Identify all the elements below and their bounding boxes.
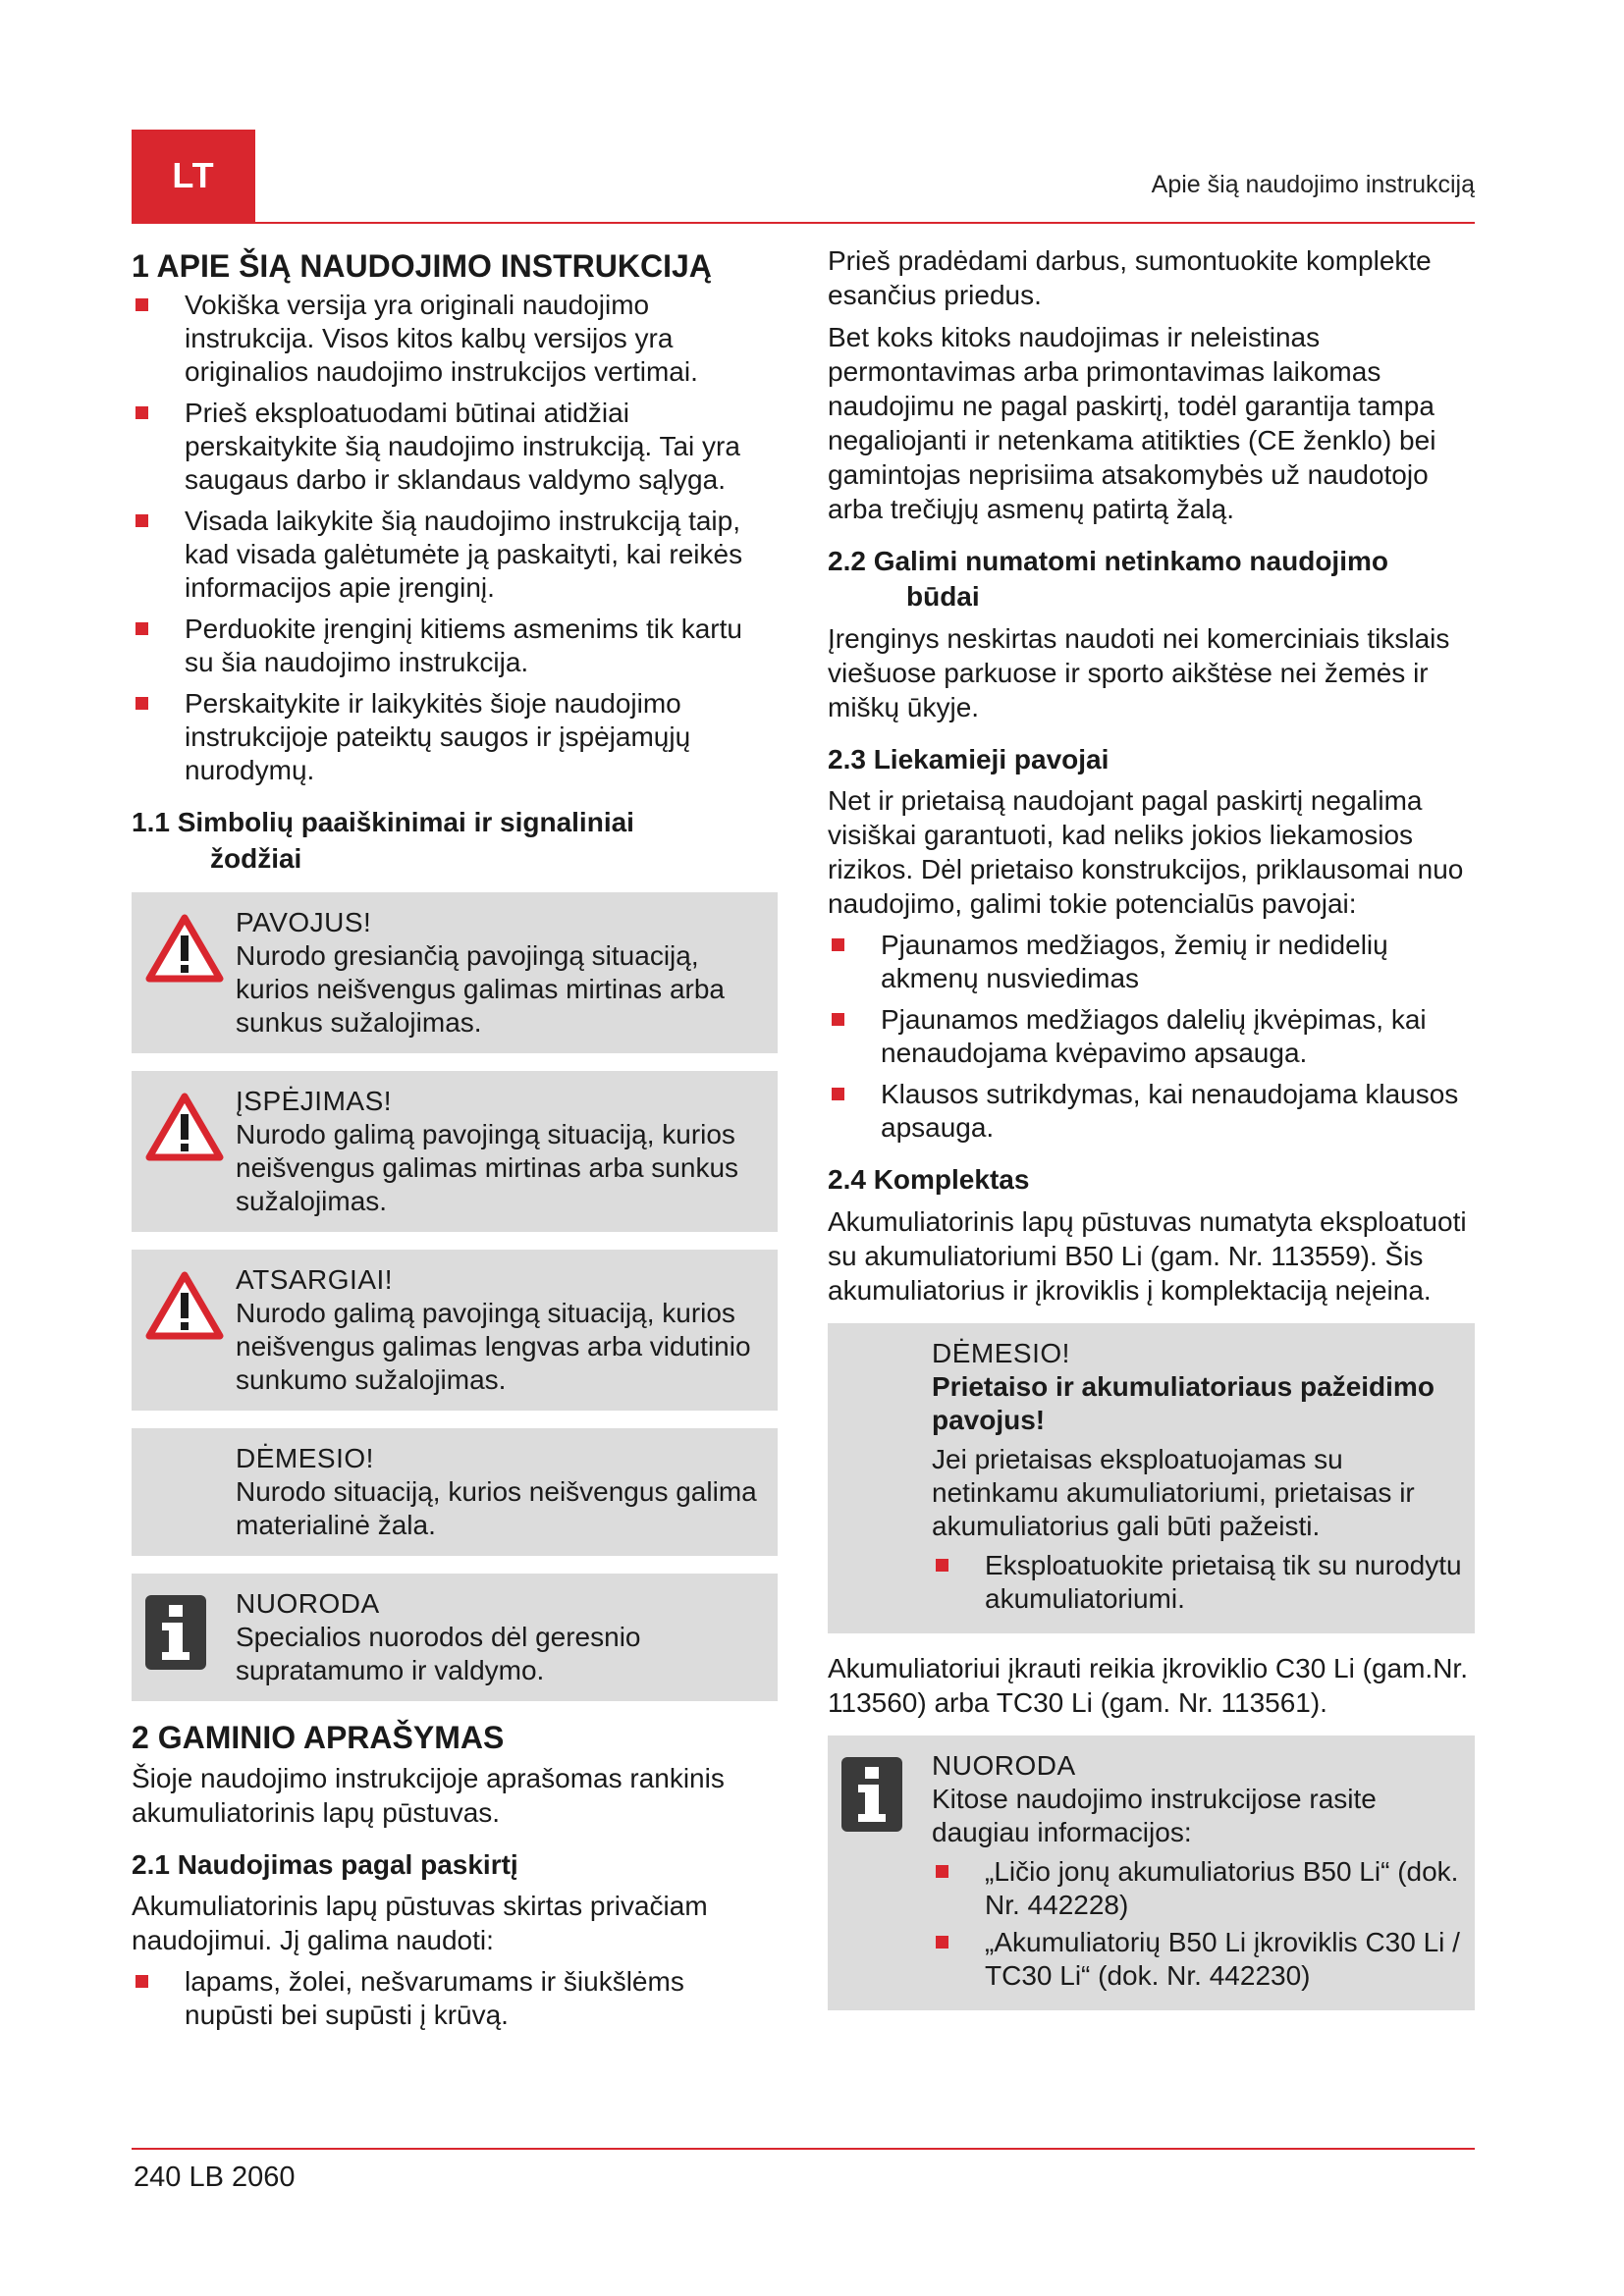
warning-triangle-icon bbox=[145, 1271, 224, 1345]
notice-attention bbox=[132, 1428, 778, 1556]
notice-list bbox=[932, 1549, 1467, 1616]
section-2-3-paragraph: Net ir prietaisą naudojant pagal paskirtį negalima visiškai garantuoti, kad neliks jokios liekamosios rizikos. Dėl prietaiso konstrukcijos, priklausomai nuo naudojimo, galimi tokie potencialūs pavojai: bbox=[828, 785, 1464, 920]
heading-line-cont: būdai bbox=[906, 581, 980, 613]
notice-title: NUORODA bbox=[932, 1749, 1076, 1781]
list-item: Visada laikykite šią naudojimo instrukciją taip, kad visada galėtumėte ją paskaityti, kai reikės informacijos apie įrenginį. bbox=[132, 505, 778, 605]
notice-danger bbox=[132, 892, 778, 1053]
notice-subtitle: Prietaiso ir akumuliatoriaus pažeidimo pavojus! bbox=[932, 1370, 1435, 1435]
list-item: Eksploatuokite prietaisą tik su nurodytu akumuliatoriumi. bbox=[932, 1549, 1467, 1616]
notice-note bbox=[828, 1735, 1475, 2010]
header-divider bbox=[132, 222, 1475, 224]
footer-divider bbox=[132, 2148, 1475, 2150]
section-2-4-heading: 2.4 Komplektas bbox=[828, 1164, 1030, 1196]
list-item: Vokiška versija yra originali naudojimo instrukcija. Visos kitos kalbų versijos yra originalios naudojimo instrukcijos vertimai. bbox=[132, 289, 778, 389]
notice-warning bbox=[132, 1071, 778, 1232]
info-icon bbox=[841, 1757, 902, 1832]
paragraph: Prieš pradėdami darbus, sumontuokite komplekte esančius priedus. bbox=[828, 245, 1432, 310]
section-2-1-heading: 2.1 Naudojimas pagal paskirtį bbox=[132, 1848, 518, 1880]
notice-title: NUORODA bbox=[236, 1588, 380, 1620]
list-item: Prieš eksploatuodami būtinai atidžiai perskaitykite šią naudojimo instrukciją. Tai yra saugaus darbo ir sklandaus valdymo sąlyga. bbox=[132, 397, 778, 497]
notice-body: Nurodo gresiančią pavojingą situaciją, kurios neišvengus galimas mirtinas arba sunkus sužalojimas. bbox=[236, 940, 725, 1039]
notice-list bbox=[932, 1855, 1467, 1993]
section-1-heading: 1 APIE ŠIĄ NAUDOJIMO INSTRUKCIJĄ bbox=[132, 248, 712, 284]
notice-body: Nurodo galimą pavojingą situaciją, kurios neišvengus galimas mirtinas arba sunkus sužalojimas. bbox=[236, 1119, 739, 1217]
page-footer: 240 LB 2060 bbox=[134, 2162, 296, 2193]
section-2-1-paragraph: Akumuliatorinis lapų pūstuvas skirtas privačiam naudojimui. Jį galima naudoti: bbox=[132, 1890, 708, 1955]
list-item: Pjaunamos medžiagos dalelių įkvėpimas, kai nenaudojama kvėpavimo apsauga. bbox=[828, 1003, 1475, 1070]
notice-note bbox=[132, 1574, 778, 1701]
list-item: „Akumuliatorių B50 Li įkroviklis C30 Li / TC30 Li“ (dok. Nr. 442230) bbox=[932, 1926, 1467, 1993]
notice-body: Jei prietaisas eksploatuojamas su netinkamu akumuliatoriumi, prietaisas ir akumuliatorius gali būti pažeisti. bbox=[932, 1443, 1415, 1541]
notice-title: DĖMESIO! bbox=[932, 1337, 1070, 1368]
hazard-list bbox=[828, 929, 1475, 1145]
notice-body: Nurodo galimą pavojingą situaciją, kurios neišvengus galimas lengvas arba vidutinio sunkumo sužalojimas. bbox=[236, 1298, 751, 1396]
running-header: Apie šią naudojimo instrukciją bbox=[1151, 171, 1475, 198]
notice-title: ATSARGIAI! bbox=[236, 1264, 394, 1296]
right-column bbox=[828, 240, 1475, 2028]
list-item: Perskaitykite ir laikykitės šioje naudojimo instrukcijoje pateiktų saugos ir įspėjamųjų nurodymų. bbox=[132, 687, 778, 787]
list-item: lapams, žolei, nešvarumams ir šiukšlėms nupūsti bei supūsti į krūvą. bbox=[132, 1965, 778, 2032]
list-item: Klausos sutrikdymas, kai nenaudojama klausos apsauga. bbox=[828, 1078, 1475, 1145]
notice-title: ĮSPĖJIMAS! bbox=[236, 1086, 393, 1117]
section-2-2-paragraph: Įrenginys neskirtas naudoti nei komerciniais tikslais viešuose parkuose ir sporto aikštėse nei žemės ir miškų ūkyje. bbox=[828, 622, 1450, 722]
usage-list bbox=[132, 1965, 778, 2032]
intro-list bbox=[132, 289, 778, 787]
section-1-1-heading bbox=[132, 805, 778, 877]
left-column bbox=[132, 240, 778, 2040]
warning-triangle-icon bbox=[145, 914, 224, 988]
notice-body: Specialios nuorodos dėl geresnio supratamumo ir valdymo. bbox=[236, 1622, 641, 1686]
notice-body: Kitose naudojimo instrukcijose rasite daugiau informacijos: bbox=[932, 1783, 1377, 1847]
notice-title: DĖMESIO! bbox=[236, 1443, 374, 1474]
info-icon bbox=[145, 1595, 206, 1670]
section-2-4-paragraph: Akumuliatorinis lapų pūstuvas numatyta eksploatuoti su akumuliatoriumi B50 Li (gam. Nr. 113559). Šis akumuliatorius ir įkroviklis į komplektaciją neįeina. bbox=[828, 1205, 1467, 1306]
list-item: Pjaunamos medžiagos, žemių ir nedidelių akmenų nusviedimas bbox=[828, 929, 1475, 995]
list-item: „Ličio jonų akumuliatorius B50 Li“ (dok. Nr. 442228) bbox=[932, 1855, 1467, 1922]
heading-line: 2.2 Galimi numatomi netinkamo naudojimo bbox=[828, 546, 1388, 576]
section-2-2-heading bbox=[828, 544, 1475, 615]
paragraph: Bet koks kitoks naudojimas ir neleistinas permontavimas arba primontavimas laikomas naudojimu ne pagal paskirtį, todėl garantija tampa negaliojanti ir netenkama atitikties (CE ženklo) bei gamintojas neprisiima atsakomybės už naudotojo arba trečiųjų asmenų patirtą žalą. bbox=[828, 322, 1436, 524]
language-tab bbox=[132, 130, 255, 222]
notice-title: PAVOJUS! bbox=[236, 907, 372, 938]
language-code: LT bbox=[172, 155, 215, 195]
warning-triangle-icon bbox=[145, 1093, 224, 1166]
section-2-heading: 2 GAMINIO APRAŠYMAS bbox=[132, 1720, 505, 1756]
list-item: Perduokite įrenginį kitiems asmenims tik kartu su šia naudojimo instrukcija. bbox=[132, 613, 778, 679]
notice-attention bbox=[828, 1323, 1475, 1633]
notice-body: Nurodo situaciją, kurios neišvengus galima materialinė žala. bbox=[236, 1476, 757, 1541]
section-2-paragraph: Šioje naudojimo instrukcijoje aprašomas rankinis akumuliatorinis lapų pūstuvas. bbox=[132, 1762, 725, 1828]
heading-line-cont: žodžiai bbox=[210, 842, 302, 874]
heading-line: 1.1 Simbolių paaiškinimai ir signaliniai bbox=[132, 807, 634, 838]
section-2-3-heading: 2.3 Liekamieji pavojai bbox=[828, 743, 1110, 774]
notice-caution bbox=[132, 1250, 778, 1411]
charger-paragraph: Akumuliatoriui įkrauti reikia įkroviklio C30 Li (gam.Nr. 113560) arba TC30 Li (gam. Nr. 113561). bbox=[828, 1652, 1468, 1718]
